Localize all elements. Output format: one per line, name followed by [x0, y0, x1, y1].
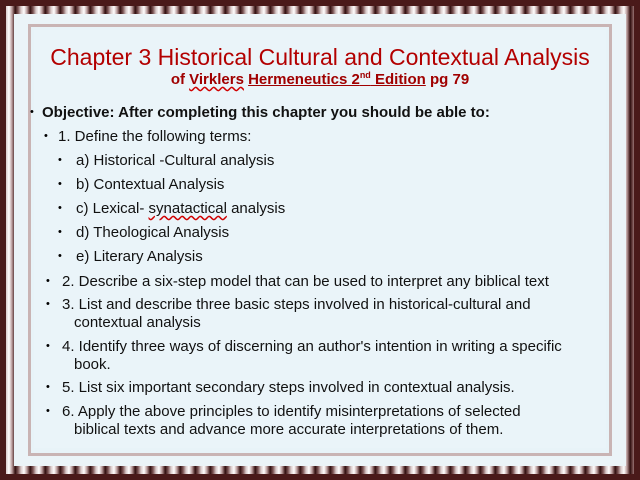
term-e: e) Literary Analysis: [76, 248, 203, 265]
objective-item-5: 5. List six important secondary steps involved in contextual analysis.: [62, 379, 515, 396]
objective-item-1: 1. Define the following terms:: [58, 128, 252, 145]
objective-item-4-line-1: 4. Identify three ways of discerning an author's intention in writing a specific: [62, 338, 562, 355]
objective-item-3-line-1: 3. List and describe three basic steps involved in historical-cultural and: [62, 296, 531, 313]
objective-item-2: 2. Describe a six-step model that can be used to interpret any biblical text: [62, 273, 549, 290]
slide-content: [30, 30, 606, 448]
term-c-suffix: analysis: [226, 200, 286, 217]
slide-title: Chapter 3 Historical Cultural and Contextual Analysis: [50, 44, 590, 70]
term-b: b) Contextual Analysis: [76, 176, 225, 193]
term-c-spelling-word: synatactical: [148, 200, 227, 217]
objective-item-3-line-2: contextual analysis: [74, 314, 201, 331]
bullet-icon: •: [44, 130, 48, 142]
bullet-icon: •: [58, 178, 62, 190]
subtitle-superscript: nd: [359, 70, 371, 80]
subtitle-edition: Edition: [370, 71, 426, 88]
bullet-icon: •: [46, 298, 50, 310]
bullet-icon: •: [46, 381, 50, 393]
term-d: d) Theological Analysis: [76, 224, 230, 241]
bullet-icon: •: [46, 275, 50, 287]
objective-item-6-line-1: 6. Apply the above principles to identify misinterpretations of selected: [62, 403, 521, 420]
bullet-icon: •: [30, 106, 34, 118]
bullet-icon: •: [58, 226, 62, 238]
objectives-list: [30, 30, 606, 448]
subtitle-prefix: of: [170, 71, 190, 88]
term-c-prefix: c) Lexical-: [76, 200, 149, 217]
bullet-icon: •: [58, 202, 62, 214]
objective-item-6-line-2: biblical texts and advance more accurate interpretations of them.: [74, 421, 504, 438]
subtitle-book-title: Hermeneutics 2: [248, 71, 360, 88]
term-a: a) Historical -Cultural analysis: [76, 152, 275, 169]
bullet-icon: •: [46, 405, 50, 417]
objective-item-4-line-2: book.: [74, 356, 111, 373]
term-c: [76, 200, 285, 217]
subtitle-author: Virklers: [189, 71, 244, 88]
objective-heading: Objective: After completing this chapter you should be able to:: [42, 104, 490, 121]
bullet-icon: •: [58, 250, 62, 262]
bullet-icon: •: [46, 340, 50, 352]
bullet-icon: •: [58, 154, 62, 166]
subtitle-page: pg 79: [425, 71, 470, 88]
